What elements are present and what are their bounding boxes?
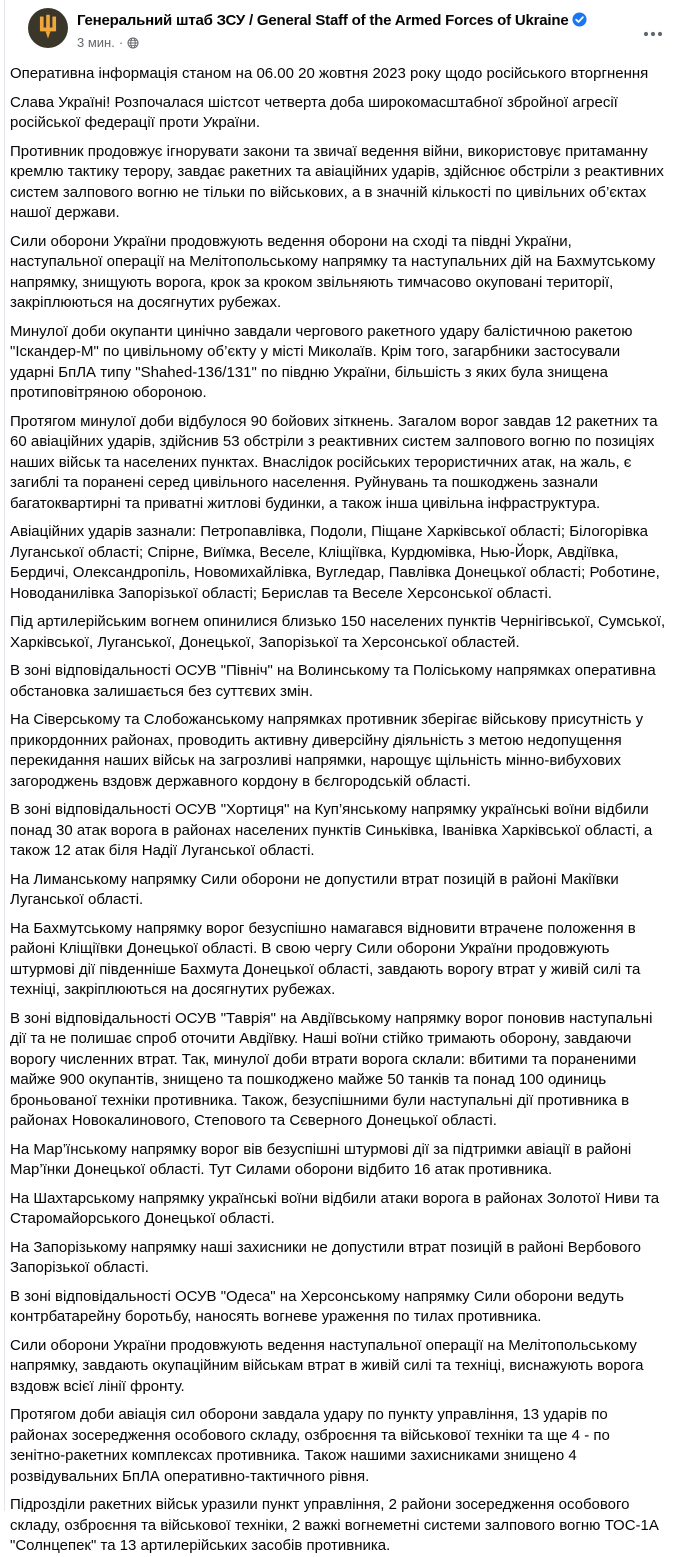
- post-paragraph: На Шахтарському напрямку українські воїни відбили атаки ворога в районах Золотої Ниви та Старомайорського Донецької області.: [10, 1189, 660, 1227]
- post-header: [0, 0, 681, 51]
- post-paragraph: На Сіверському та Слобожанському напрямках противник зберігає військову присутність у прикордонних районах, проводить активну диверсійну діяльність з метою недопущення перекидання наших військ на загрозливі напрямки, нарощує щільність мінно-вибухових загороджень вздовж державного кордону в бєлгородській області.: [10, 711, 644, 790]
- more-options-button[interactable]: [639, 18, 667, 48]
- post-paragraph: Слава Україні! Розпочалася шістсот четверта доба широкомасштабної збройної агресії російської федерації проти України.: [10, 93, 618, 131]
- post-header-info: [77, 8, 587, 51]
- post-paragraph: На Бахмутському напрямку ворог безуспішно намагався відновити втрачене положення в районі Кліщіївки Донецької області. В свою чергу Сили оборони України продовжують штурмові дії південніше Бахмута Донецької області, завдають ворогу втрат у живій силі та техніці, закріплюються на досягнутих рубежах.: [10, 919, 641, 998]
- verified-badge-icon: [572, 12, 587, 32]
- three-dots-icon: [643, 31, 663, 37]
- timestamp[interactable]: 3 мин.: [77, 35, 115, 50]
- post-paragraph: На Лиманському напрямку Сили оборони не допустили втрат позицій в районі Макіївки Луганської області.: [10, 870, 619, 908]
- ukraine-trident-icon: [37, 14, 59, 42]
- post-paragraph: В зоні відповідальності ОСУВ "Північ" на Волинському та Поліському напрямках оперативна обстановка залишається без суттєвих змін.: [10, 662, 656, 700]
- post-paragraph: В зоні відповідальності ОСУВ "Таврія" на Авдіївському напрямку ворог поновив наступальні дії та не полишає спроб оточити Авдіївку. Наші воїни стійко тримають оборону, завдаючи ворогу численних втрат. Так, минулої доби втрати ворога склали: вбитими та пораненими майже 900 окупантів, знищено та пошкоджено майже 50 танків та понад 100 одиниць броньованої техніки противника. Також, безуспішними були наступальні дії противника в районах Новокалинового, Степового та Сєверного Донецької області.: [10, 1009, 653, 1129]
- author-name[interactable]: Генеральний штаб ЗСУ / General Staff of the Armed Forces of Ukraine: [77, 12, 569, 29]
- post-paragraph: На Запорізькому напрямку наші захисники не допустили втрат позицій в районі Вербового Запорізької області.: [10, 1238, 641, 1276]
- post-paragraph: На Мар’їнському напрямку ворог вів безуспішні штурмові дії за підтримки авіації в районі Мар’їнки Донецької області. Тут Силами оборони відбито 16 атак противника.: [10, 1140, 632, 1178]
- post-meta: [77, 34, 587, 51]
- post-paragraph: Авіаційних ударів зазнали: Петропавлівка, Подоли, Піщане Харківської області; Білогорівка Луганської області; Спірне, Виїмка, Веселе, Кліщіївка, Курдюмівка, Нью-Йорк, Авдіївка, Бердичі, Олександропіль, Новомихайлівка, Вугледар, Павлівка Донецької області; Роботине, Новоданилівка Запорізької області; Берислав та Веселе Херсонської області.: [10, 523, 660, 602]
- post-paragraph: Противник продовжує ігнорувати закони та звичаї ведення війни, використовує притаманну кремлю тактику терору, завдає ракетних та авіаційних ударів, здійснює обстріли з реактивних систем залпового вогню не тільки по військових, а в значній кількості по цивільних об’єктах нашої держави.: [10, 142, 664, 221]
- post-paragraph: Під артилерійським вогнем опинилися близько 150 населених пунктів Чернігівської, Сумської, Харківської, Луганської, Донецької, Запорізької та Херсонської областей.: [10, 613, 666, 651]
- avatar[interactable]: [28, 8, 68, 48]
- post-paragraph: Сили оборони України продовжують ведення оборони на сході та півдні України, наступальної операції на Мелітопольському напрямку та наступальних дій на Бахмутському напрямку, знищують ворога, крок за кроком звільняють тимчасово окуповані території, закріплюються на досягнутих рубежах.: [10, 232, 656, 311]
- public-globe-icon: [127, 37, 139, 49]
- post-paragraph: Минулої доби окупанти цинічно завдали чергового ракетного удару балістичною ракетою "Іскандер-М" по цивільному об’єкту у місті Миколаїв. Крім того, загарбники застосували ударні БпЛА типу "Shahed-136/131" по півдню України, більшість з яких була знищена протиповітряною обороною.: [10, 322, 633, 401]
- meta-separator: ·: [118, 35, 124, 50]
- post-paragraph: Протягом минулої доби відбулося 90 бойових зіткнень. Загалом ворог завдав 12 ракетних та 60 авіаційних ударів, здійснив 53 обстріли з реактивних систем залпового вогню по позиціях наших військ та населених пунктах. Внаслідок російських терористичних атак, на жаль, є загиблі та поранені серед цивільного населення. Руйнувань та пошкоджень зазнали багатоквартирні та приватні житлові будинки, а також інша цивільна інфраструктура.: [10, 412, 658, 512]
- post-paragraph: Оперативна інформація станом на 06.00 20 жовтня 2023 року щодо російського вторгнення: [10, 65, 649, 82]
- post-paragraph: Протягом доби авіація сил оборони завдала удару по пункту управління, 13 ударів по районах зосередження особового складу, озброєння та військової техніки та ще 4 - по зенітно-ракетних комплексах противника. Також нашими захисниками знищено 4 розвідувальних БпЛА оперативно-тактичного рівня.: [10, 1406, 610, 1485]
- post-paragraph: В зоні відповідальності ОСУВ "Одеса" на Херсонському напрямку Сили оборони ведуть контрбатарейну боротьбу, наносять вогневе ураження по тилах противника.: [10, 1287, 624, 1325]
- post-text: [0, 51, 681, 1557]
- author-line: [77, 11, 587, 32]
- post-paragraph: Сили оборони України продовжують ведення наступальної операції на Мелітопольському напрямку, завдають окупаційним військам втрат в живій силі та техніці, виснажують ворога вздовж всієї лінії фронту.: [10, 1336, 644, 1395]
- post-paragraph: Підрозділи ракетних військ уразили пункт управління, 2 райони зосередження особового складу, озброєння та військової техніки, 2 важкі вогнеметні системи залпового вогню ТОС-1А "Солнцепек" та 13 артилерійських засобів противника.: [10, 1496, 659, 1554]
- post-paragraph: В зоні відповідальності ОСУВ "Хортиця" на Куп’янському напрямку українські воїни відбили понад 30 атак ворога в районах населених пунктів Синьківка, Іванівка Харківської області, а також 12 атак біля Надії Луганської області.: [10, 801, 653, 859]
